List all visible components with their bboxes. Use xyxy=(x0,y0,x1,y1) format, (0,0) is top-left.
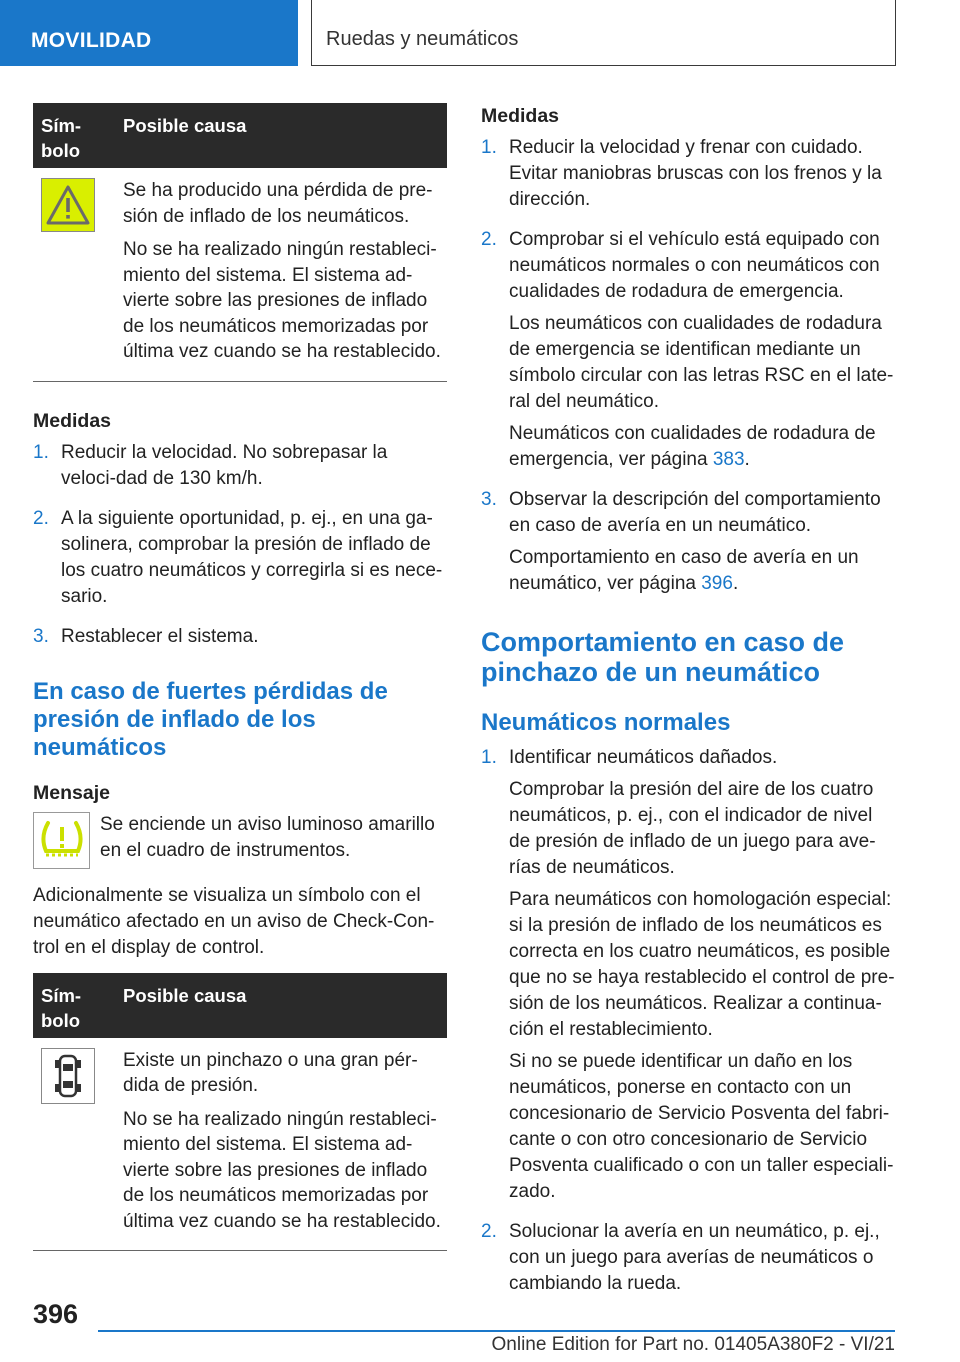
tire-pressure-warning-icon xyxy=(33,812,90,869)
chapter-title: Ruedas y neumáticos xyxy=(311,0,896,66)
page-link-396[interactable]: 396 xyxy=(701,573,733,594)
measures-list xyxy=(33,440,447,656)
list-item: 2. Solucionar la avería en un neumático, p. ej., con un juego para averías de neumáticos o cambiando la rueda. xyxy=(481,1221,880,1294)
page-link-383[interactable]: 383 xyxy=(712,449,745,470)
right-column xyxy=(481,103,895,1311)
page-number: 396 xyxy=(33,1299,79,1329)
section-tab: MOVILIDAD xyxy=(0,0,298,66)
symbol-table-1 xyxy=(33,103,447,382)
list-item: 3. Restablecer el sistema. xyxy=(33,625,259,647)
list-item: 1. Reducir la velocidad. No sobrepasar la veloci-dad de 130 km/h. xyxy=(33,441,388,489)
measures-list xyxy=(481,135,895,603)
cause-detail-text: No se ha realizado ningún restableci-miento del sistema. El sistema ad-vierte sobre las presiones de inflado de los neumáticos memorizadas por última vez cuando se ha restablecido. xyxy=(123,239,441,362)
left-column xyxy=(33,103,447,1251)
list-item: 2. Comprobar si el vehículo está equipado con neumáticos normales o con neumáticos con cualidades de rodadura de emergencia. Los neumáticos con cualidades de rodadura de emergencia se identifican mediante un símbolo circular con las letras RSC en el late-ral del neumático. Neumáticos con cualidades de rodadura de emergencia, ver página 383. xyxy=(481,229,894,470)
measures-title: Medidas xyxy=(33,409,112,432)
footer-edition: Online Edition for Part no. 01405A380F2 - VI/21 xyxy=(491,1334,895,1355)
table-row xyxy=(33,1038,447,1252)
measures-title: Medidas xyxy=(481,105,560,127)
column-symbol-header: Sím- bolo xyxy=(41,115,82,161)
column-symbol-header: Sím- bolo xyxy=(41,984,82,1031)
table-header xyxy=(33,973,447,1038)
column-cause-header: Posible causa xyxy=(123,115,247,136)
list-item: 1. Identificar neumáticos dañados. Comprobar la presión del aire de los cuatro neumáticos, p. ej., con el indicador de nivel de presión de inflado de un juego para ave-rías de neumáticos. Para neumáticos con homologación especial: si la presión de inflado de los neumáticos es correcta en los cuatro neumáticos, es posible que no se haya restablecido el control de pre-sión de los neumáticos. Realizar a continua-ción el restablecimiento. Si no se puede identificar un daño en los neumáticos, ponerse en contacto con un concesionario de Servicio Posventa del fabri-cante o con otro concesionario de Servicio Posventa cualificado o con un taller especiali-zado. xyxy=(481,747,895,1202)
warning-triangle-icon xyxy=(41,178,95,232)
footer-divider xyxy=(98,1330,895,1332)
subsection-heading: Neumáticos normales xyxy=(481,709,731,736)
cause-text: Se ha producido una pérdida de pre-sión de inflado de los neumáticos. xyxy=(123,180,433,227)
car-tire-damage-icon xyxy=(41,1048,95,1104)
section-heading: Comportamiento en caso de pinchazo de un neumático xyxy=(481,627,845,687)
cause-text: Existe un pinchazo o una gran pér-dida de presión. xyxy=(123,1049,418,1096)
message-title: Mensaje xyxy=(33,781,110,804)
column-cause-header: Posible causa xyxy=(123,984,247,1006)
list-item: 3. Observar la descripción del comportamiento en caso de avería en un neumático. Comportamiento en caso de avería en un neumático, ver página 396. xyxy=(481,489,881,594)
message-row xyxy=(33,812,447,869)
list-item: 1. Reducir la velocidad y frenar con cuidado. Evitar maniobras bruscas con los frenos y la dirección. xyxy=(481,137,882,210)
additional-text: Adicionalmente se visualiza un símbolo con el neumático afectado en un aviso de Check-Con-trol en el display de control. xyxy=(33,884,435,958)
table-row xyxy=(33,168,447,382)
section-heading: En caso de fuertes pérdidas de presión de inflado de los neumáticos xyxy=(33,677,388,761)
list-item: 2. A la siguiente oportunidad, p. ej., en una ga-solinera, comprobar la presión de inflado de los cuatro neumáticos y corregirla si es nece-sario. xyxy=(33,507,443,607)
symbol-table-2 xyxy=(33,973,447,1252)
table-header xyxy=(33,103,447,168)
steps-list xyxy=(481,745,895,1303)
cause-detail-text: No se ha realizado ningún restableci-miento del sistema. El sistema ad-vierte sobre las presiones de inflado de los neumáticos memorizadas por última vez cuando se ha restablecido. xyxy=(123,1108,441,1232)
message-text: Se enciende un aviso luminoso amarillo en el cuadro de instrumentos. xyxy=(100,813,435,861)
